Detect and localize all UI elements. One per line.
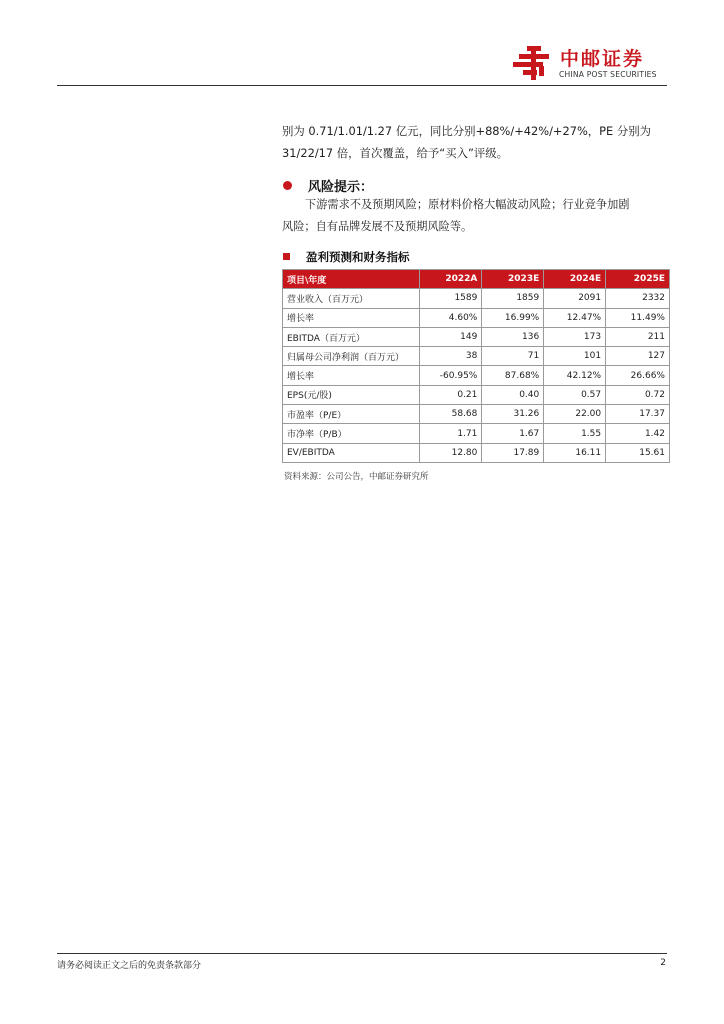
table-cell: 归属母公司净利润（百万元）: [283, 347, 420, 366]
table-cell: 12.80: [420, 443, 482, 462]
risk-heading: [283, 176, 373, 195]
table-row: [283, 405, 670, 424]
risk-heading-text: 风险提示：: [308, 180, 374, 195]
table-heading: [283, 249, 410, 265]
table-cell: 1859: [482, 289, 544, 308]
table-cell: 15.61: [606, 443, 670, 462]
table-cell: 1589: [420, 289, 482, 308]
table-row: [283, 289, 670, 308]
table-cell: EBITDA（百万元）: [283, 327, 420, 346]
table-cell: 149: [420, 327, 482, 346]
table-header-cell: 2022A: [420, 270, 482, 289]
china-post-emblem-icon: [513, 44, 555, 82]
table-row: [283, 385, 670, 404]
footer-disclaimer: 请务必阅读正文之后的免责条款部分: [57, 961, 202, 971]
table-cell: 16.99%: [482, 308, 544, 327]
table-cell: 173: [544, 327, 606, 346]
table-source-note: 资料来源：公司公告，中邮证券研究所: [284, 472, 429, 482]
table-cell: 17.89: [482, 443, 544, 462]
logo-english-name: CHINA POST SECURITIES: [559, 70, 657, 79]
table-row: [283, 347, 670, 366]
table-cell: 136: [482, 327, 544, 346]
table-cell: 127: [606, 347, 670, 366]
page-number: 2: [660, 958, 666, 968]
table-cell: 4.60%: [420, 308, 482, 327]
table-cell: 1.55: [544, 424, 606, 443]
table-cell: 26.66%: [606, 366, 670, 385]
table-row: [283, 424, 670, 443]
table-cell: EV/EBITDA: [283, 443, 420, 462]
table-cell: 0.40: [482, 385, 544, 404]
table-cell: 211: [606, 327, 670, 346]
table-header-cell: 2025E: [606, 270, 670, 289]
table-row: [283, 366, 670, 385]
table-cell: 1.67: [482, 424, 544, 443]
table-cell: 增长率: [283, 366, 420, 385]
table-cell: 营业收入（百万元）: [283, 289, 420, 308]
table-cell: 市盈率（P/E）: [283, 405, 420, 424]
table-header-cell: 项目\年度: [283, 270, 420, 289]
table-cell: 市净率（P/B）: [283, 424, 420, 443]
table-cell: 11.49%: [606, 308, 670, 327]
table-cell: 1.71: [420, 424, 482, 443]
bullet-dot-icon: [283, 181, 292, 190]
brand-logo: [513, 44, 673, 82]
intro-line-1: 别为 0.71/1.01/1.27 亿元，同比分别+88%/+42%/+27%，PE 分别为: [282, 124, 652, 138]
intro-line-2: 31/22/17 倍，首次覆盖，给予“买入”评级。: [282, 146, 509, 160]
intro-paragraph: [282, 120, 668, 164]
risk-paragraph: [282, 194, 672, 238]
table-cell: 22.00: [544, 405, 606, 424]
table-cell: 71: [482, 347, 544, 366]
table-cell: 42.12%: [544, 366, 606, 385]
table-row: [283, 327, 670, 346]
table-cell: 16.11: [544, 443, 606, 462]
table-cell: 87.68%: [482, 366, 544, 385]
table-row: [283, 308, 670, 327]
table-heading-text: 盈利预测和财务指标: [306, 250, 410, 264]
table-header-cell: 2024E: [544, 270, 606, 289]
risk-line-1: 下游需求不及预期风险；原材料价格大幅波动风险；行业竞争加剧: [305, 198, 630, 211]
table-cell: 增长率: [283, 308, 420, 327]
table-cell: 1.42: [606, 424, 670, 443]
table-cell: 38: [420, 347, 482, 366]
table-cell: 31.26: [482, 405, 544, 424]
logo-chinese-name: 中邮证券: [560, 48, 645, 70]
table-cell: 0.72: [606, 385, 670, 404]
table-cell: 12.47%: [544, 308, 606, 327]
footer-divider: [57, 953, 667, 954]
table-cell: EPS(元/股): [283, 385, 420, 404]
bullet-square-icon: [283, 253, 290, 260]
table-cell: 58.68: [420, 405, 482, 424]
table-cell: 101: [544, 347, 606, 366]
table-cell: 0.21: [420, 385, 482, 404]
table-cell: 2091: [544, 289, 606, 308]
table-row: [283, 443, 670, 462]
financial-forecast-table: [282, 269, 670, 463]
table-cell: -60.95%: [420, 366, 482, 385]
table-cell: 2332: [606, 289, 670, 308]
risk-line-2: 风险；自有品牌发展不及预期风险等。: [282, 220, 473, 233]
table-header-cell: 2023E: [482, 270, 544, 289]
table-cell: 17.37: [606, 405, 670, 424]
table-cell: 0.57: [544, 385, 606, 404]
table-header-row: [283, 270, 670, 289]
header-divider: [57, 85, 667, 86]
